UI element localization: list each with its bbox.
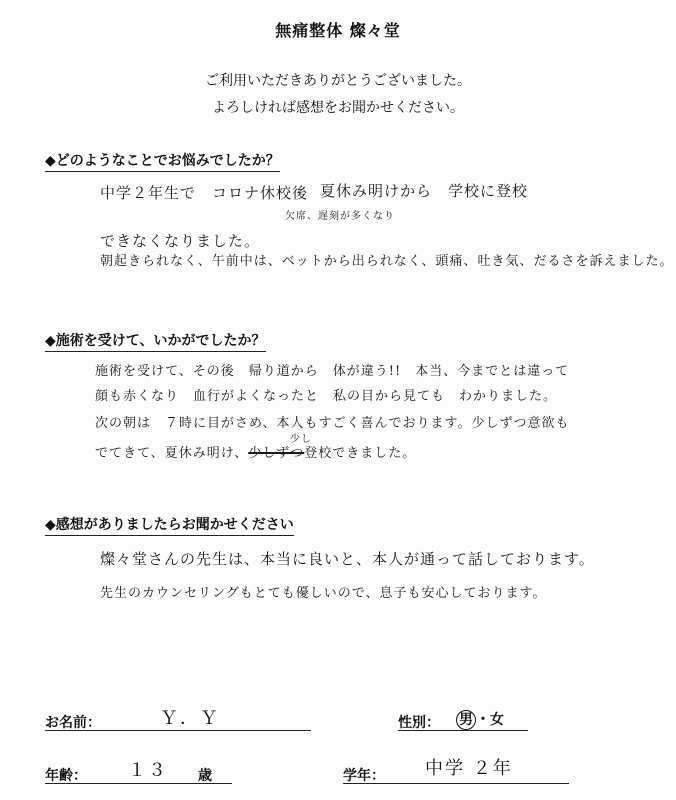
gender-options (456, 709, 504, 730)
answer-2-line-4-end: 登校できました。 (304, 446, 417, 461)
grade-label: 学年： (343, 768, 385, 784)
answer-2-insertion: 少し (290, 434, 312, 445)
clinic-title: 無痛整体 燦々堂 (275, 21, 401, 40)
answer-2-line-4-start: でてきて、夏休み明け、 (95, 446, 249, 461)
answer-1-line-1: 中学２年生で コロナ休校後 (100, 184, 309, 202)
age-unit: 歳 (198, 768, 212, 784)
name-label: お名前： (45, 715, 101, 731)
answer-1-insertion: 欠席、遅刻が多くなり (285, 211, 395, 222)
answer-2-line-1: 施術を受けて、その後 帰り道から 体が違う!! 本当、今までとは違って (95, 364, 570, 379)
gender-separator: ・ (476, 712, 490, 728)
answer-1-line-3: 朝起きられなく、午前中は、ベットから出られなく、頭痛、吐き気、だるさを訴えました。 (100, 254, 674, 269)
name-underline (45, 730, 311, 731)
answer-2-line-2: 顔も赤くなり 血行がよくなったと 私の目から見ても わかりました。 (95, 389, 558, 404)
answer-3-line-1: 燦々堂さんの先生は、本当に良いと、本人が通って話しております。 (100, 550, 595, 568)
thanks-line-2: よろしければ感想をお聞かせください。 (212, 100, 464, 116)
age-value: １３ (128, 760, 168, 781)
gender-underline (398, 730, 528, 731)
name-value: Ｙ．Ｙ (160, 708, 220, 729)
question-3-heading: ◆感想がありましたらお聞かせください (45, 514, 294, 536)
age-underline (45, 783, 232, 784)
question-2-heading: ◆施術を受けて、いかがでしたか？ (45, 330, 266, 352)
gender-female: 女 (490, 712, 504, 728)
question-1-heading: ◆どのようなことでお悩みでしたか？ (45, 150, 280, 172)
answer-2-line-3: 次の朝は ７時に目がさめ、本人もすごく喜んでおります。少しずつ意欲も (95, 416, 570, 431)
answer-2-line-4 (95, 442, 416, 461)
answer-1-line-2: できなくなりました。 (100, 232, 261, 250)
gender-label: 性別： (398, 715, 440, 731)
answer-1-line-1b: 夏休み明けから 学校に登校 (320, 182, 529, 200)
answer-2-struck-text: 少しずつ (248, 446, 305, 461)
grade-value: 中学 ２年 (425, 758, 513, 779)
gender-male-selected: 男 (456, 710, 476, 730)
age-label: 年齢： (45, 768, 87, 784)
grade-underline (343, 783, 569, 784)
answer-3-line-2: 先生のカウンセリングもとても優しいので、息子も安心しております。 (100, 586, 547, 601)
thanks-line-1: ご利用いただきありがとうございました。 (205, 73, 471, 89)
